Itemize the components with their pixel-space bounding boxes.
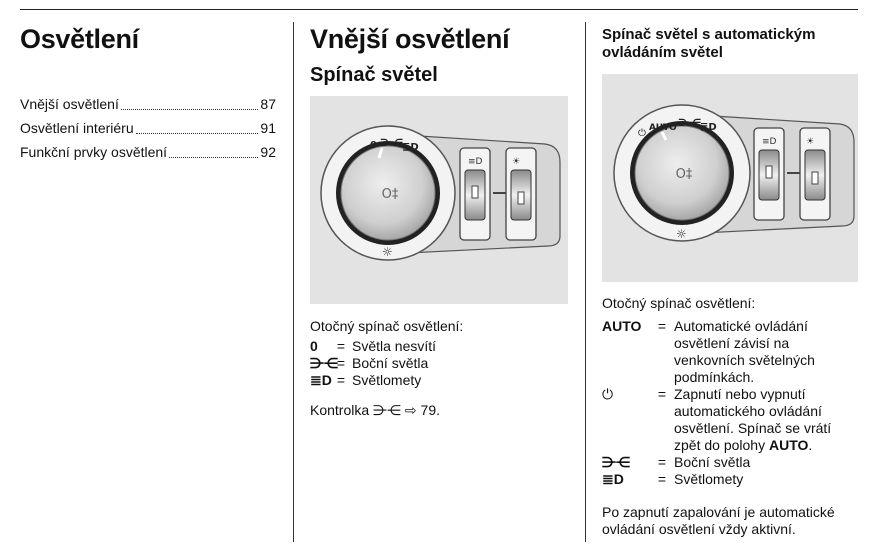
legend-eq: = [336, 355, 346, 371]
legend-text-bold: AUTO [768, 437, 809, 453]
svg-text:O‡: O‡ [381, 187, 399, 202]
legend-symbol: AUTO [602, 318, 642, 334]
legend-symbol: ⋺⋲ [602, 454, 630, 470]
svg-text:≡D: ≡D [762, 137, 777, 147]
svg-text:O‡: O‡ [675, 167, 693, 182]
svg-text:≡D: ≡D [468, 157, 483, 167]
legend-text: Světlomety [352, 372, 422, 388]
legend-text: Světla nesvítí [352, 338, 437, 354]
toc-page: 92 [260, 144, 276, 160]
indicator-note-text: Kontrolka ⋺⋲ ⇨ 79. [310, 402, 441, 418]
toc-label: Vnější osvětlení [20, 96, 119, 112]
legend-text: Světlomety [674, 471, 744, 487]
legend-text-post: . [808, 437, 813, 453]
legend-text: Boční světla [352, 355, 429, 371]
subsection-heading: Spínač světel [310, 64, 438, 86]
right-footer: Po zapnutí zapalování je automatické ovládání osvětlení vždy aktivní. [602, 504, 835, 537]
auto-switch-label-side: ⋺⋲ [678, 118, 702, 129]
legend-text: Boční světla [674, 454, 751, 470]
legend-row [602, 471, 860, 488]
indicator-note [310, 402, 440, 419]
toc-leader [136, 133, 259, 134]
toc-leader [121, 109, 259, 110]
auto-switch-label-sun: ☼ [676, 227, 687, 241]
legend-symbol: ⋺⋲ [310, 355, 338, 371]
switch-label-side: ⋺⋲ [380, 138, 404, 149]
switch-label-sun: ☼ [382, 245, 393, 259]
legend-eq: = [657, 454, 667, 470]
auto-light-switch-illustration [602, 74, 858, 282]
toc-item-functions[interactable] [20, 140, 276, 164]
svg-text:☀: ☀ [806, 137, 815, 147]
legend-eq: = [336, 372, 346, 388]
right-legend [602, 318, 860, 488]
legend-text [674, 386, 854, 454]
legend-eq: = [657, 386, 667, 402]
legend-eq: = [657, 318, 667, 334]
svg-text:☀: ☀ [512, 157, 521, 167]
toc-page: 91 [260, 120, 276, 136]
right-caption: Otočný spínač osvětlení: [602, 295, 756, 311]
toc-page: 87 [260, 96, 276, 112]
toc-item-interior[interactable] [20, 116, 276, 140]
legend-symbol: ≣D [602, 471, 624, 487]
switch-label-zero: 0 [370, 140, 377, 151]
auto-switch-label-power: ⏻ [638, 128, 646, 139]
switch-label-head: ≣D [402, 142, 419, 153]
table-of-contents [20, 92, 276, 164]
page-title: Osvětlení [20, 24, 139, 54]
light-switch-drawing [310, 96, 568, 304]
middle-legend [310, 338, 572, 389]
toc-leader [169, 157, 258, 158]
auto-light-switch-drawing [602, 74, 858, 282]
legend-row [602, 386, 860, 454]
legend-eq: = [336, 338, 346, 354]
column-divider-2 [585, 22, 586, 542]
legend-row [310, 338, 572, 355]
legend-text: Automatické ovládání osvětlení závisí na venkovních světelných podmínkách. [674, 318, 815, 385]
light-switch-illustration [310, 96, 568, 304]
legend-symbol: ≣D [310, 372, 332, 388]
legend-row [310, 372, 572, 389]
legend-eq: = [657, 471, 667, 487]
legend-symbol: ⏻ [602, 386, 614, 402]
right-heading: Spínač světel s automatickým ovládáním světel [602, 26, 816, 61]
legend-row [602, 454, 860, 471]
top-rule [20, 9, 858, 10]
column-divider-1 [293, 22, 294, 542]
toc-item-exterior[interactable] [20, 92, 276, 116]
legend-row [602, 318, 860, 386]
auto-switch-label-auto: AUTO [649, 123, 677, 133]
legend-row [310, 355, 572, 372]
toc-label: Osvětlení interiéru [20, 120, 134, 136]
middle-caption: Otočný spínač osvětlení: [310, 318, 464, 334]
auto-switch-label-head: ≣D [700, 122, 717, 133]
section-heading: Vnější osvětlení [310, 24, 510, 54]
toc-label: Funkční prvky osvětlení [20, 144, 168, 160]
legend-symbol: 0 [310, 338, 318, 354]
legend-text-pre: Zapnutí nebo vypnutí automatického ovládání osvětlení. Spínač se vrátí zpět do polohy [674, 386, 832, 453]
